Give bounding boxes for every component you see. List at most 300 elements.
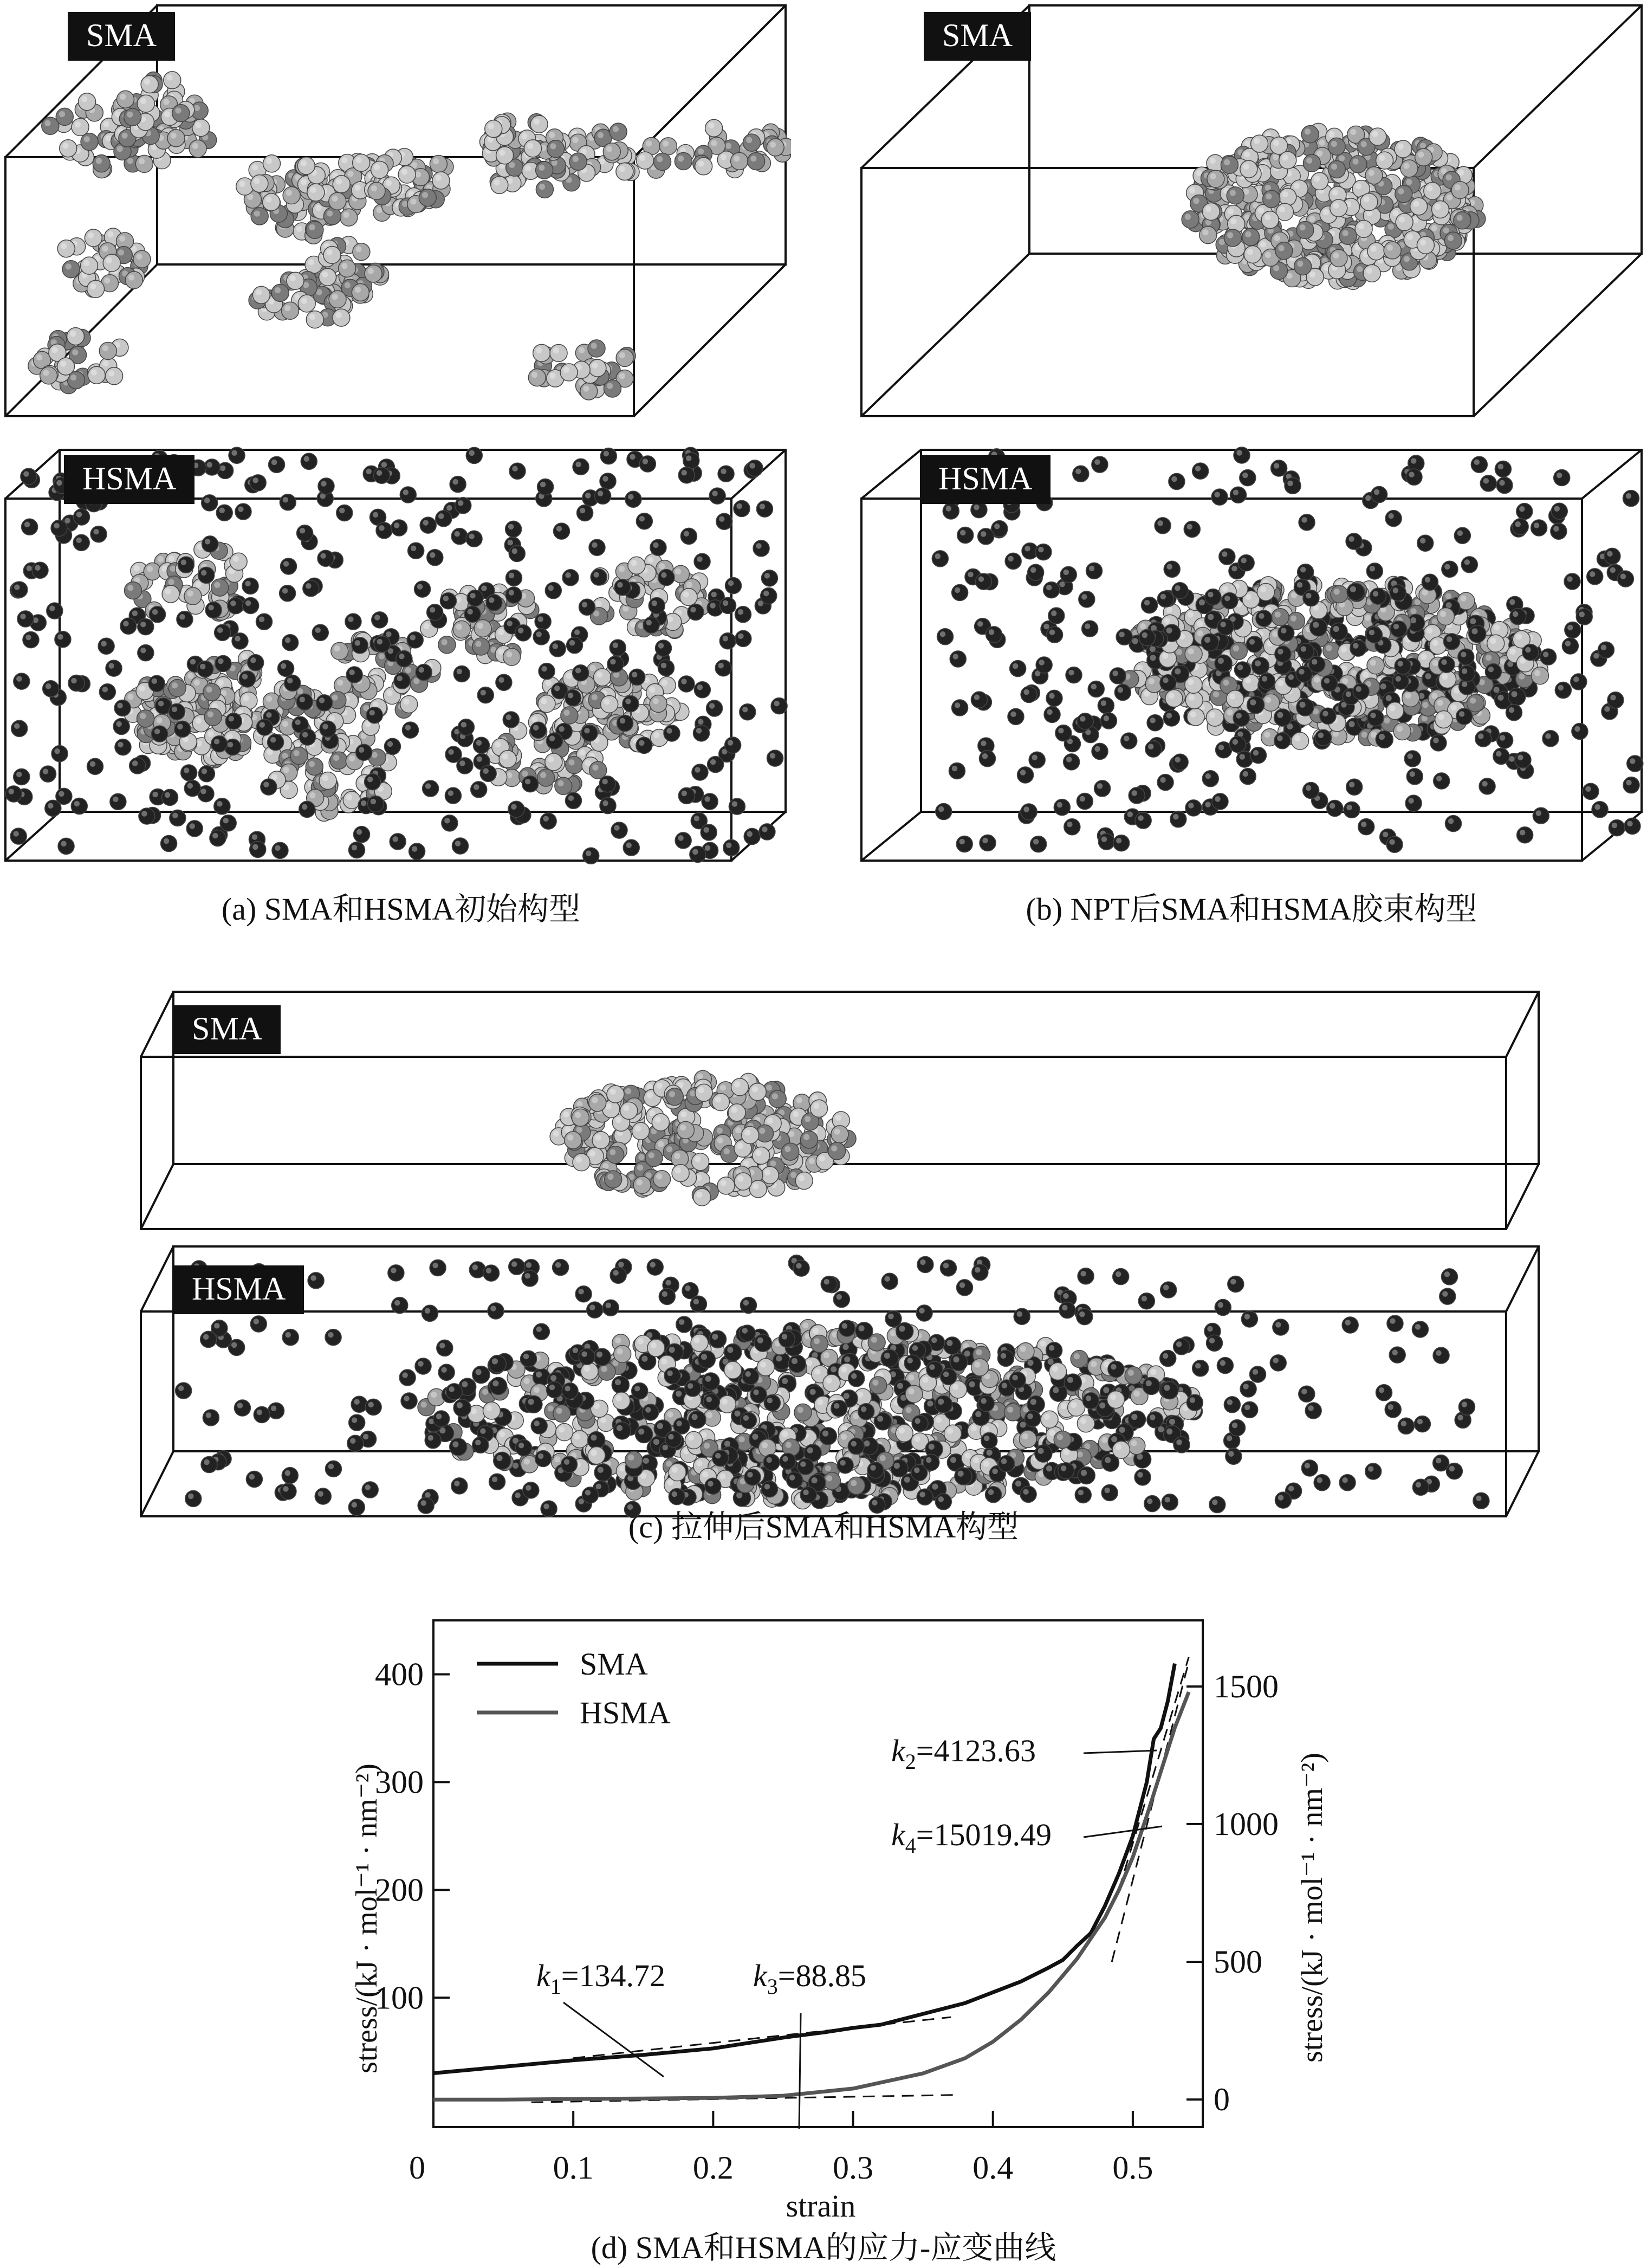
bead [1385, 511, 1402, 527]
bead [1250, 1366, 1266, 1382]
bead [1366, 627, 1382, 643]
bead [1367, 657, 1384, 674]
bead [178, 557, 194, 573]
bead [1330, 249, 1347, 267]
bead [539, 663, 555, 680]
bead [734, 501, 750, 517]
bead [658, 570, 675, 586]
y-right-tick-label: 0 [1214, 2082, 1230, 2117]
bead [664, 1368, 680, 1384]
bead [1390, 585, 1406, 601]
plot-frame [433, 1620, 1203, 2127]
bead [1370, 588, 1386, 604]
bead [401, 1393, 417, 1409]
bead [1376, 731, 1393, 748]
bead [787, 1472, 803, 1488]
bead [1328, 161, 1345, 178]
bead [980, 835, 996, 851]
bead [1360, 193, 1378, 211]
bead [632, 1383, 648, 1399]
bead [1199, 227, 1217, 244]
bead [601, 695, 618, 713]
bead [263, 193, 280, 211]
bead [1046, 1342, 1062, 1359]
bead [139, 808, 155, 824]
bead [242, 578, 258, 594]
bead [1224, 1397, 1240, 1413]
bead [712, 1094, 729, 1111]
bead [1186, 1394, 1203, 1411]
bead [522, 1270, 538, 1287]
bead [282, 1329, 299, 1346]
bead [197, 661, 213, 677]
leader-k1 [563, 2002, 664, 2077]
bead [496, 147, 514, 164]
bead [521, 1351, 537, 1367]
bead [709, 1330, 727, 1348]
bead [450, 1438, 467, 1456]
bead [442, 815, 458, 831]
bead [202, 536, 218, 552]
bead [287, 272, 304, 289]
bead [214, 798, 230, 815]
bead [1458, 1399, 1475, 1415]
bead [971, 502, 987, 518]
bead [562, 1383, 578, 1399]
bead [1353, 683, 1369, 700]
bead [425, 1432, 441, 1449]
bead [505, 587, 522, 603]
bead [589, 1094, 606, 1112]
bead [1438, 656, 1455, 673]
bead [703, 1394, 719, 1410]
bead [658, 660, 674, 676]
bead [1228, 1276, 1244, 1292]
bead [680, 528, 697, 544]
bead [1211, 489, 1228, 505]
bead [998, 1456, 1015, 1472]
bead [164, 72, 181, 89]
bead [1147, 715, 1163, 731]
bead [1027, 1396, 1045, 1413]
bead [1562, 638, 1578, 654]
x-tick-label: 0.2 [693, 2150, 734, 2186]
bead [1415, 148, 1432, 166]
bead [198, 766, 215, 782]
bead [489, 1474, 505, 1490]
bead [831, 1400, 847, 1417]
label-hsma: HSMA [173, 1265, 304, 1314]
bead [1161, 1382, 1178, 1399]
bead [376, 522, 392, 539]
bead [400, 696, 418, 713]
bead [1009, 1372, 1026, 1388]
bead [623, 696, 639, 712]
bead [1279, 152, 1296, 169]
bead [330, 752, 347, 769]
chart-svg [0, 1561, 1647, 2265]
bead [489, 1355, 506, 1373]
bead [1008, 708, 1024, 725]
bead [162, 585, 179, 603]
bead [978, 528, 994, 545]
bead [74, 509, 90, 525]
bead [1508, 688, 1526, 706]
bead [210, 830, 226, 847]
bead [523, 1482, 539, 1498]
bead [129, 758, 146, 774]
bead [1273, 1319, 1289, 1335]
bead [1047, 626, 1063, 643]
bead [705, 119, 723, 137]
bead [392, 1297, 408, 1314]
bead [396, 651, 412, 667]
bead [1184, 521, 1200, 537]
bead [678, 467, 695, 483]
bead [589, 539, 605, 555]
bead [912, 1416, 928, 1432]
bead [103, 254, 120, 272]
bead [1279, 188, 1296, 205]
caption-d: (d) SMA和HSMA的应力-应变曲线 [0, 2222, 1647, 2267]
bead [306, 758, 323, 775]
annotation-k2: $k_2=4123.63$ [891, 1733, 1036, 1774]
bead [1192, 463, 1209, 479]
bead [833, 1291, 850, 1308]
bead [611, 822, 627, 838]
bead [1082, 621, 1098, 637]
bead [252, 286, 270, 303]
bead [1512, 519, 1528, 535]
bead [1485, 664, 1501, 680]
bead [205, 602, 222, 618]
bead [124, 108, 141, 126]
bead [491, 176, 508, 193]
bead [281, 558, 297, 574]
bead [1259, 673, 1275, 689]
bead [1604, 548, 1620, 564]
bead [1299, 514, 1315, 531]
bead [1185, 645, 1202, 663]
bead [1298, 564, 1314, 580]
bead [837, 1457, 853, 1474]
bead [1572, 723, 1588, 739]
bead [537, 769, 555, 786]
bead [152, 726, 168, 742]
bead [451, 1478, 468, 1494]
bead [735, 630, 751, 647]
bead [1274, 709, 1292, 726]
bead [88, 366, 105, 384]
bead [794, 1404, 812, 1421]
bead [1417, 236, 1434, 254]
bead [588, 340, 605, 357]
label-hsma: HSMA [920, 455, 1051, 504]
bead [1142, 597, 1158, 613]
bead [282, 302, 299, 319]
bead [533, 1323, 549, 1340]
bead [976, 573, 992, 590]
bead [455, 497, 471, 514]
bead [848, 1371, 865, 1387]
bead [1219, 548, 1235, 565]
bead [135, 155, 153, 172]
bead [399, 1369, 416, 1386]
bead [85, 229, 102, 247]
bead [1376, 1385, 1392, 1401]
bead [885, 1311, 902, 1327]
bead [1439, 1288, 1456, 1304]
bead [706, 700, 723, 716]
bead [702, 793, 718, 810]
bead [1077, 713, 1093, 729]
bead [538, 695, 555, 713]
bead [1163, 710, 1179, 726]
bead [855, 1322, 873, 1340]
bead [616, 349, 633, 366]
bead [1114, 684, 1131, 701]
plot-border [433, 1620, 1203, 2127]
bead [957, 1280, 973, 1296]
bead [1607, 692, 1624, 708]
bead [1244, 246, 1261, 263]
bead [1471, 456, 1487, 473]
bead [1406, 768, 1423, 785]
bead [1533, 807, 1549, 824]
bead [234, 1400, 250, 1416]
bead [486, 595, 502, 611]
bead [280, 585, 296, 602]
bead [186, 820, 203, 837]
bead [1129, 787, 1145, 804]
bead [400, 487, 416, 503]
bead [388, 1265, 404, 1281]
bead [1393, 723, 1411, 740]
bead [1344, 802, 1360, 818]
bead [1309, 656, 1325, 673]
bead [1060, 566, 1077, 583]
bead [1422, 574, 1438, 590]
bead [639, 456, 656, 472]
bead [537, 479, 554, 495]
bead [362, 1482, 378, 1498]
bead [1389, 1347, 1405, 1363]
bead [625, 1451, 643, 1469]
bead [402, 722, 418, 738]
bead [21, 468, 37, 484]
bead [1054, 799, 1070, 816]
bead [1627, 755, 1643, 772]
bead [1303, 590, 1319, 606]
panel-c-sma [135, 986, 1544, 1236]
bead [320, 721, 336, 737]
bead [1055, 725, 1072, 741]
bead [414, 581, 431, 597]
bead [423, 780, 439, 797]
bead [971, 1359, 989, 1376]
simulation-box-a-hsma [0, 444, 791, 867]
bead [278, 660, 294, 676]
bead [643, 617, 659, 633]
bead [1623, 777, 1639, 793]
bead [1292, 732, 1309, 749]
bead [1078, 1268, 1094, 1284]
bead [573, 1154, 590, 1171]
bead [250, 841, 266, 857]
bead [79, 93, 96, 111]
bead [690, 1296, 706, 1312]
bead [263, 155, 280, 172]
bead [1395, 658, 1411, 674]
bead [466, 531, 482, 547]
bead [427, 550, 443, 566]
bead [594, 1464, 612, 1481]
bead [647, 1339, 665, 1356]
bead [1225, 1448, 1242, 1464]
bead [589, 359, 606, 377]
bead [565, 1132, 582, 1149]
bead [1058, 1463, 1074, 1479]
bead [955, 1468, 972, 1485]
bead [271, 284, 289, 301]
bead [715, 660, 731, 676]
bead [941, 1368, 957, 1385]
bead [669, 1464, 686, 1481]
y-tick-label: 400 [375, 1656, 424, 1692]
bead [438, 1364, 455, 1380]
bead [680, 589, 697, 606]
bead [649, 598, 665, 614]
bead [720, 597, 736, 613]
bead [567, 637, 583, 654]
bead [1229, 736, 1246, 752]
bead [1542, 731, 1559, 747]
bead [303, 580, 319, 597]
bead [1224, 229, 1241, 247]
bead [137, 95, 154, 112]
bead [345, 613, 361, 630]
bead [1469, 625, 1486, 643]
bead [1564, 573, 1580, 590]
bead [1531, 667, 1548, 684]
bead [365, 265, 382, 282]
bead [1270, 1355, 1286, 1371]
bead [374, 467, 390, 483]
bead [440, 593, 456, 609]
bead [1157, 591, 1173, 607]
bead [509, 463, 526, 479]
bead [607, 656, 624, 672]
bead [318, 478, 334, 494]
bead [150, 606, 166, 623]
bead [1108, 1361, 1124, 1378]
bead [1355, 220, 1372, 237]
bead [1493, 748, 1509, 764]
bead [565, 690, 581, 706]
bead [735, 1173, 752, 1190]
simulation-box-b-sma [856, 0, 1647, 423]
bead [466, 447, 482, 463]
bead [184, 780, 200, 797]
box-edges [141, 992, 1539, 1229]
bead [1021, 804, 1037, 820]
bead [472, 1366, 490, 1384]
bead [453, 621, 470, 638]
bead [1075, 1487, 1091, 1503]
bead [99, 342, 116, 359]
bead [1565, 622, 1581, 638]
y-axis-label-right: stress/(kJ · mol⁻¹ · nm⁻²) [1295, 1753, 1329, 2063]
bead [1358, 819, 1374, 835]
bead [573, 458, 589, 475]
bead [561, 707, 578, 724]
bead [115, 739, 131, 755]
bead [283, 187, 300, 204]
bead [268, 734, 284, 751]
bead [562, 570, 579, 586]
bead [1247, 696, 1265, 714]
bead [547, 733, 563, 749]
bead [936, 804, 952, 820]
bead [1506, 705, 1522, 721]
bead [336, 505, 353, 521]
bead [1233, 710, 1249, 726]
bead [1229, 1420, 1245, 1436]
bead [581, 1362, 598, 1380]
bead [436, 511, 452, 527]
bead [623, 839, 639, 856]
bead [609, 123, 627, 140]
bead [269, 456, 285, 473]
bead [325, 1329, 341, 1346]
bead [950, 651, 966, 667]
bead [391, 520, 407, 536]
x-tick-label: 0.3 [833, 2150, 873, 2186]
bead [177, 611, 193, 628]
bead [528, 369, 546, 386]
bead [1035, 1445, 1052, 1462]
bead [371, 161, 388, 178]
panel-b-sma [856, 0, 1647, 423]
bead [664, 725, 680, 741]
bead [675, 832, 691, 849]
bead [1363, 264, 1380, 282]
bead [935, 1395, 952, 1413]
label-hsma: HSMA [64, 455, 194, 504]
bead [243, 597, 259, 613]
bead [43, 681, 59, 697]
bead [494, 1452, 511, 1469]
bead [228, 598, 244, 614]
bead [729, 798, 745, 815]
bead [656, 640, 672, 656]
bead [1303, 783, 1319, 799]
bead [1217, 1358, 1233, 1374]
bead [56, 788, 72, 804]
series-sma-line [433, 1664, 1175, 2073]
caption-b: (b) NPT后SMA和HSMA胶束构型 [856, 883, 1647, 929]
bead [1456, 708, 1473, 725]
bead [301, 453, 317, 469]
bead [251, 175, 268, 192]
bead [744, 1469, 761, 1485]
bead [137, 710, 154, 727]
bead [689, 1411, 706, 1428]
bead [1571, 674, 1587, 690]
y-tick-label: 300 [375, 1764, 424, 1800]
legend [477, 1646, 671, 1730]
bead [329, 290, 346, 308]
